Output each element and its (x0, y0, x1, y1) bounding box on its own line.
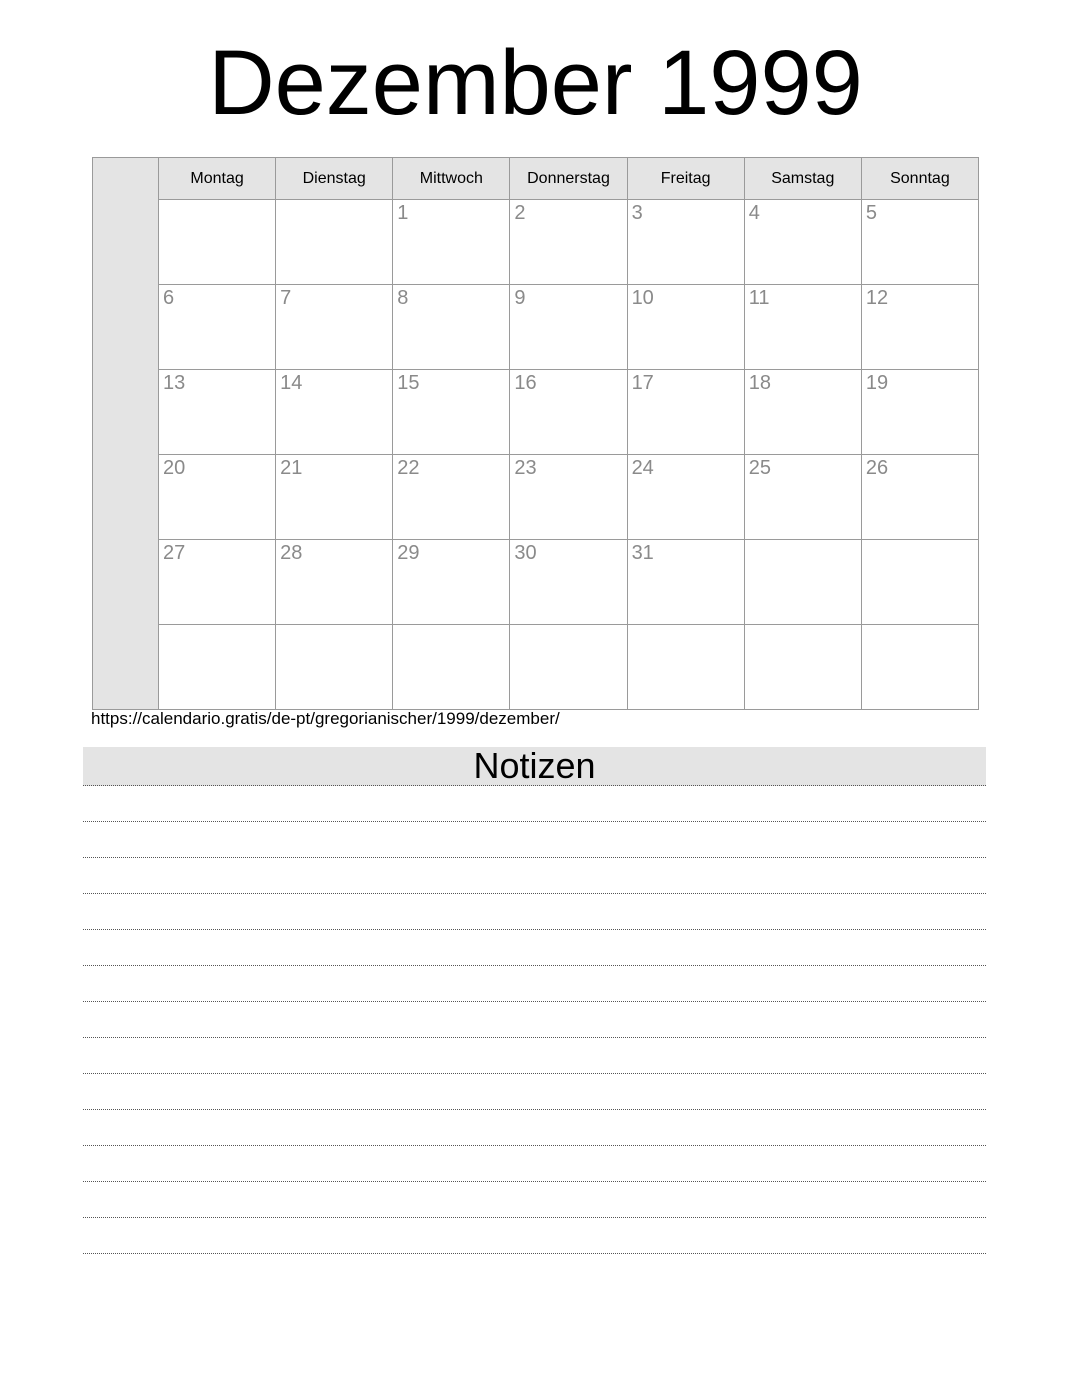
day-number: 25 (748, 457, 771, 479)
week-row (93, 625, 979, 710)
day-number: 21 (280, 457, 303, 479)
day-cell (393, 285, 510, 370)
day-cell (861, 200, 978, 285)
day-cell (627, 540, 744, 625)
day-number: 17 (631, 372, 654, 394)
note-line (83, 1182, 986, 1218)
week-row (93, 455, 979, 540)
day-number: 24 (631, 457, 654, 479)
day-cell (276, 455, 393, 540)
note-line (83, 1110, 986, 1146)
note-line (83, 822, 986, 858)
notes-section (83, 747, 986, 1254)
day-number: 14 (280, 372, 303, 394)
weekday-header-dienstag: Dienstag (276, 158, 393, 200)
day-number: 29 (397, 542, 420, 564)
notes-header: Notizen (83, 747, 986, 786)
day-number: 4 (748, 202, 760, 224)
day-cell (159, 370, 276, 455)
day-number: 6 (163, 287, 175, 309)
day-cell (276, 625, 393, 710)
weekday-header-samstag: Samstag (744, 158, 861, 200)
day-number: 11 (748, 287, 770, 309)
day-cell (510, 455, 627, 540)
page-title: Dezember 1999 (208, 32, 863, 134)
day-number: 12 (865, 287, 889, 309)
day-cell (861, 285, 978, 370)
weekday-header-freitag: Freitag (627, 158, 744, 200)
day-cell (159, 285, 276, 370)
day-cell (627, 455, 744, 540)
day-number: 8 (397, 287, 409, 309)
day-number: 23 (514, 457, 537, 479)
weekday-header-sonntag: Sonntag (861, 158, 978, 200)
day-cell (744, 455, 861, 540)
day-cell (744, 200, 861, 285)
note-line (83, 786, 986, 822)
day-number: 15 (397, 372, 420, 394)
day-cell (744, 625, 861, 710)
day-cell (276, 540, 393, 625)
day-cell (393, 625, 510, 710)
source-url: https://calendario.gratis/de-pt/gregorianischer/1999/dezember/ (91, 709, 560, 728)
day-number: 28 (280, 542, 303, 564)
note-line (83, 930, 986, 966)
note-line (83, 1002, 986, 1038)
day-number: 31 (631, 542, 654, 564)
day-cell (276, 285, 393, 370)
day-number: 1 (397, 202, 409, 224)
note-line (83, 1038, 986, 1074)
day-cell (393, 370, 510, 455)
day-number: 20 (163, 457, 186, 479)
day-cell (861, 540, 978, 625)
day-number: 18 (748, 372, 771, 394)
weekday-header-donnerstag: Donnerstag (510, 158, 627, 200)
day-cell (627, 285, 744, 370)
day-cell (861, 625, 978, 710)
day-cell (510, 285, 627, 370)
day-number: 3 (631, 202, 643, 224)
week-number-column (93, 158, 159, 710)
day-cell (393, 540, 510, 625)
weekday-header-montag: Montag (159, 158, 276, 200)
day-cell (510, 540, 627, 625)
day-cell (510, 200, 627, 285)
day-number: 22 (397, 457, 420, 479)
day-cell (627, 625, 744, 710)
day-cell (744, 285, 861, 370)
day-number: 19 (865, 372, 889, 394)
day-cell (276, 200, 393, 285)
week-row (93, 200, 979, 285)
note-line (83, 1146, 986, 1182)
day-cell (861, 455, 978, 540)
note-line (83, 966, 986, 1002)
day-cell (627, 370, 744, 455)
day-cell (159, 625, 276, 710)
day-cell (510, 625, 627, 710)
day-number: 27 (163, 542, 186, 564)
day-number: 30 (514, 542, 537, 564)
day-cell (627, 200, 744, 285)
day-cell (744, 370, 861, 455)
week-row (93, 285, 979, 370)
day-cell (393, 455, 510, 540)
note-line (83, 894, 986, 930)
day-cell (159, 540, 276, 625)
day-number: 5 (865, 202, 877, 224)
note-line (83, 1074, 986, 1110)
weekday-header-row (93, 158, 979, 200)
day-cell (861, 370, 978, 455)
day-cell (159, 455, 276, 540)
calendar-table (92, 157, 979, 710)
day-cell (510, 370, 627, 455)
day-number: 9 (514, 287, 526, 309)
day-number: 26 (865, 457, 889, 479)
note-lines (83, 786, 986, 1254)
weekday-header-mittwoch: Mittwoch (393, 158, 510, 200)
week-row (93, 540, 979, 625)
day-cell (744, 540, 861, 625)
day-cell (276, 370, 393, 455)
note-line (83, 1218, 986, 1254)
day-cell (393, 200, 510, 285)
day-number: 7 (280, 287, 292, 309)
day-number: 10 (631, 287, 654, 309)
day-number: 16 (514, 372, 537, 394)
note-line (83, 858, 986, 894)
day-cell (159, 200, 276, 285)
day-number: 2 (514, 202, 526, 224)
day-number: 13 (163, 372, 186, 394)
week-row (93, 370, 979, 455)
